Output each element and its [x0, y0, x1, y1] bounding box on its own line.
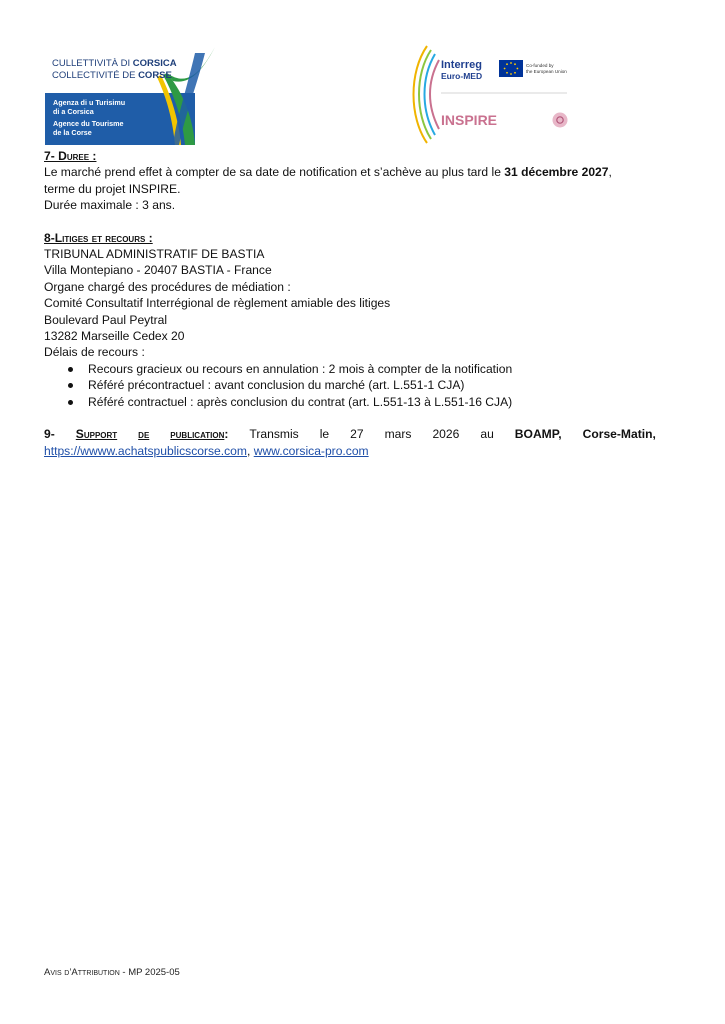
section-9-colon: :: [224, 427, 229, 442]
logo-line1b: CORSICA: [132, 58, 177, 69]
list-item: Référé contractuel : après conclusion du contrat (art. L.551-13 à L.551-16 CJA): [44, 394, 656, 410]
page-footer: Avis d’Attribution - MP 2025-05: [44, 967, 180, 978]
interreg-inspire-logo: [405, 42, 577, 147]
section-8-line: TRIBUNAL ADMINISTRATIF DE BASTIA: [44, 247, 265, 262]
collectivite-corse-logo: [45, 45, 217, 145]
inspire-emblem-icon: [553, 113, 568, 128]
corsica-pro-link[interactable]: www.corsica-pro.com: [253, 443, 369, 458]
section-9-number: 9-: [44, 427, 55, 442]
section-9-word: au: [480, 427, 494, 442]
section-9-line: [44, 426, 656, 442]
cofunded-line1: Co-funded by: [526, 63, 554, 68]
svg-text:CULLETTIVITÀ DI CORSICA: [52, 58, 177, 69]
svg-text:COLLECTIVITÉ DE CORSE: [52, 70, 172, 81]
section-9-title-word: de: [138, 427, 150, 442]
section-8-title: 8-Litiges et recours :: [44, 230, 153, 245]
section-8-line: Comité Consultatif Interrégional de règlement amiable des litiges: [44, 296, 391, 311]
list-item: Recours gracieux ou recours en annulation : 2 mois à compter de la notification: [44, 361, 656, 377]
euro-med-text: Euro-MED: [441, 71, 483, 81]
eu-flag-icon: [499, 60, 523, 77]
interreg-text: Interreg: [441, 59, 482, 71]
section-7-paragraph: [44, 164, 656, 180]
link-separator: ,: [246, 443, 254, 458]
cofunded-line2: the European Union: [526, 69, 567, 74]
section-9-word: le: [319, 427, 330, 442]
section-9-title-word: publication: [170, 427, 225, 442]
logo-line3: Agenza di u Turisimu: [53, 98, 126, 107]
logo-line6: de la Corse: [53, 128, 92, 137]
section-9-word: Transmis: [249, 427, 299, 442]
section-9-boamp: BOAMP,: [514, 427, 562, 442]
section-9-word: 27: [350, 427, 364, 442]
logo-line2a: COLLECTIVITÉ DE: [52, 70, 139, 81]
logo-line5: Agence du Tourisme: [53, 119, 124, 128]
list-item: Référé précontractuel : avant conclusion du marché (art. L.551-1 CJA): [44, 377, 656, 393]
section-8-line: Boulevard Paul Peytral: [44, 312, 168, 327]
section-9-title-word: Support: [75, 427, 118, 442]
section-9-word: mars: [384, 427, 412, 442]
section-9-title-end: [170, 426, 228, 442]
section-9-links: [44, 443, 656, 459]
achatspublicscorse-link[interactable]: https://wwww.achatspublicscorse.com: [44, 443, 247, 458]
logo-line4: di a Corsica: [53, 107, 94, 116]
section-8-line: Organe chargé des procédures de médiation :: [44, 279, 291, 294]
section-7-line-2: terme du projet INSPIRE.: [44, 181, 181, 196]
section-9-corse-matin: Corse-Matin,: [582, 427, 656, 442]
section-7-text-b: ,: [608, 165, 612, 180]
section-9-word: 2026: [432, 427, 460, 442]
section-8-line: Villa Montepiano - 20407 BASTIA - France: [44, 263, 272, 278]
recours-list: [44, 361, 656, 410]
section-7-text-a: Le marché prend effet à compter de sa date de notification et s’achève au plus tard le: [44, 165, 505, 180]
logo-line1a: CULLETTIVITÀ DI: [52, 58, 133, 69]
section-8-line: 13282 Marseille Cedex 20: [44, 329, 185, 344]
section-8-line: Délais de recours :: [44, 345, 145, 360]
inspire-text: INSPIRE: [441, 112, 498, 128]
section-7-end-date: 31 décembre 2027: [504, 165, 609, 180]
document-body: [44, 148, 656, 459]
section-7-line-3: Durée maximale : 3 ans.: [44, 198, 176, 213]
logo-line2b: CORSE: [138, 70, 172, 81]
section-7-title: 7- Duree :: [44, 149, 97, 163]
